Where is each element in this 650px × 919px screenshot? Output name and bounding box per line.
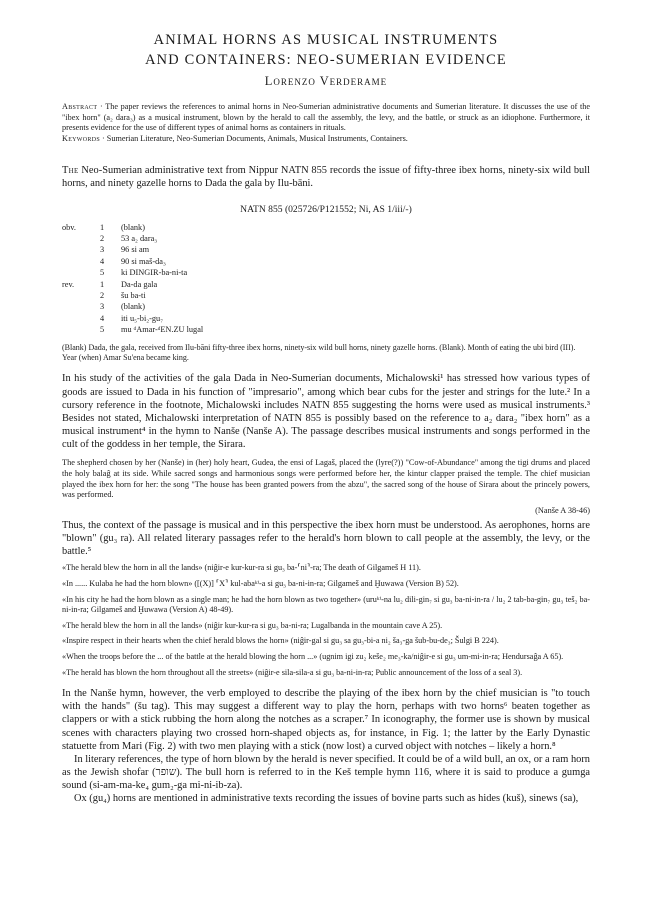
citation-item: «The herald blew the horn in all the lands» (niĝir-e kur-kur-ra si gu₃ ba-⸢ni⸣-ra; The death of Gilgameš H 11).: [62, 563, 421, 573]
tablet-title: NATN 855 (025726/P121552; Ni, AS 1/iii/-): [240, 203, 412, 215]
tablet-num: 5: [100, 325, 105, 335]
tablet-side: [62, 244, 100, 255]
tablet-line: (blank): [121, 302, 145, 312]
body-paragraph-4: In literary references, the type of horn blown by the herald is never specified. It could be of a wild bull, an ox, or a ram horn as the Jewish shofar (שופר). The bull horn is referred to in the Keš temple hymn 116, where it is said to produce a gumga sound (si-am-ma-ke₄ gum₂-ga mi-ni-ib-za).: [62, 753, 591, 791]
tablet-line: Da-da gala: [121, 279, 158, 289]
tablet-line: [62, 279, 590, 290]
body-paragraph-2: Thus, the context of the passage is musical and in this perspective the ibex horn must be understood. As aerophones, horns are "blown" (gu₃ ra). All related literary passages refer to the herald's horn blown to call people at the assembly, the levy, or the battle.⁵: [62, 520, 590, 558]
tablet-num: 3: [100, 245, 105, 255]
abstract: [62, 102, 590, 144]
citation-item: «When the troops before the ... of the battle at the herald blowing the horn ...» (ugnim igi zu₂ keše₂ me₃-ka/niĝir-e si gu₃ um-mi-in-ra; Hendursaĝa A 65).: [62, 652, 564, 662]
tablet-num: 2: [100, 233, 105, 243]
tablet-side: [62, 267, 100, 278]
quote-source: (Nanše A 38-46): [535, 506, 590, 516]
abstract-label: Abstract: [62, 102, 98, 111]
paper-page: [62, 30, 590, 805]
tablet-num: 4: [100, 256, 105, 266]
title-line-2: AND CONTAINERS: NEO-SUMERIAN EVIDENCE: [145, 52, 507, 68]
tablet-line: [62, 256, 590, 267]
tablet-line: iti u₅-bi₂-gu₇: [121, 313, 164, 323]
tablet-num: 2: [100, 291, 105, 300]
citation-item: «The herald has blown the horn throughout all the streets» (niĝir-e sila-sila-a si gu₃ ba-ni-in-ra; Public announcement of the loss of a seal 3).: [62, 667, 523, 677]
tablet-side: [62, 233, 100, 244]
tablet-line: [62, 222, 590, 233]
tablet-num: 1: [100, 279, 105, 289]
tablet-line: [62, 324, 590, 335]
tablet-side: [62, 301, 100, 312]
intro-paragraph: [62, 164, 590, 190]
tablet-line: (blank): [121, 222, 145, 232]
tablet-side: [62, 256, 100, 267]
tablet-side: rev.: [62, 279, 75, 289]
block-quote: The shepherd chosen by her (Nanše) in (her) holy heart, Gudea, the ensi of Lagaš, placed the (lyre(?)) "Cow-of-Abundance" among the tigi drums and placed the holy balaĝ at its side. While sacred songs and harmonious songs were performed before her, the kintur clapper praised the temple. The chief musician played the ibex horn for her: the song "The house has been granted powers from the abzu", the sacred song of the house of Sirara about the princely powers, was performed.: [62, 458, 590, 500]
paper-title: [62, 30, 590, 70]
tablet-side: [62, 324, 100, 335]
intro-text: Neo-Sumerian administrative text from Nippur NATN 855 records the issue of fifty-three ibex horns, ninety-six wild bull horns, and ninety gazelle horns to Dada the gala by Ilu-bāni.: [62, 165, 590, 190]
tablet-line: šu ba-ti: [121, 291, 146, 300]
tablet-side: obv.: [62, 222, 76, 232]
tablet-line: 96 si am: [121, 245, 150, 255]
keywords-text: · Sumerian Literature, Neo-Sumerian Documents, Animals, Musical Instruments, Containers.: [99, 133, 408, 143]
tablet-line: 53 a₂ dara₃: [121, 233, 158, 243]
tablet-line: mu ᵈAmar-ᵈEN.ZU lugal: [121, 325, 204, 335]
tablet-num: 4: [100, 313, 105, 323]
body-paragraph-1: In his study of the activities of the gala Dada in Neo-Sumerian documents, Michalowski¹ has stressed how various types of goods are issued to Dada in his function of "impresario", among which bear cubs for the jester and strings for the lute.² In a cursory reference in the footnote, Michalowski includes NATN 855 suggesting the horns were used as musical instruments.³ Besides not stated, Michalowski interpretation of NATN 855 is possibly based on the reference to a₂ dara₂ "ibex horn" as a musical instrument⁴ in the hymn to Nanše (Nanše A). The passage describes musical instruments and songs performed in the cult of the goddess in her temple, the Sirara.: [62, 373, 590, 450]
citation-item: «In ...... Kulaba he had the horn blown» ([(X)] ⸢X⸣ kul-abaᵏⁱ-a si gu₃ ba-ni-in-ra; Gilgameš and Ḫuwawa (Version B) 52).: [62, 579, 459, 589]
tablet-line: [62, 233, 590, 244]
tablet-side: [62, 313, 100, 324]
tablet-line: [62, 267, 590, 278]
tablet-line: [62, 301, 590, 312]
abstract-text: · The paper reviews the references to animal horns in Neo-Sumerian administrative documents and Sumerian literature. It discusses the use of the "ibex horn" (a₂ dara₃) as a musical instrument, blown by the herald to call the assembly, the levy, and the battle, or struck as an idiophone. Furthermore, it presents evidence for the use of different types of animal horns as containers in rituals.: [62, 102, 590, 133]
body-paragraph-3: In the Nanše hymn, however, the verb employed to describe the playing of the ibex horn by the chief musician is "to touch with the hands" (šu tag). This may suggest a different way to play the horn, perhaps with two horns⁶ beaten together as clappers or with a stick rubbing the horn along the notches as a scraper.⁷ In iconography, the former use is shown by musical scenes with characters playing two crossed horn-shaped objects as, for instance, in Fig. 1; the latter by the Early Dynastic statuette from Mari (Fig. 2) with two men playing with a stick (now lost) a curved object with notches – likely a horn.⁸: [62, 688, 590, 752]
body-paragraph-5: Ox (gu₄) horns are mentioned in administrative texts recording the issues of bovine parts such as hides (kuš), sinews (sa),: [74, 792, 579, 804]
citation-item: «In his city he had the horn blown as a single man; he had the horn blown as two together» (uruᵏⁱ-na lu₂ dili-gin₇ si gu₃ ba-ni-in-ra / lu₂ 2 tab-ba-gin₇ gu₃ teš₂ ba-ni-in-ra; Gilgameš and Ḫuwawa (Version A) 48-49).: [62, 594, 590, 615]
tablet-line: [62, 244, 590, 255]
tablet-line: [62, 313, 590, 324]
citation-list: [62, 563, 590, 678]
tablet-side: [62, 290, 100, 301]
tablet-num: 5: [100, 268, 105, 278]
intro-lead: The: [62, 165, 79, 177]
tablet-translation: (Blank) Dada, the gala, received from Ilu-bāni fifty-three ibex horns, ninety-six wild bull horns, ninety gazelle horns. (Blank). Month of eating the ubi bird (III). Year (when) Amar Su'ena became king.: [62, 342, 576, 363]
citation-item: «The herald blew the horn in all the lands» (niĝir kur-kur-ra si gu₃ ba-ni-ra; Lugalbanda in the mountain cave A 25).: [62, 620, 443, 630]
keywords-label: Keywords: [62, 133, 100, 143]
author-name: Lorenzo Verderame: [264, 74, 388, 88]
tablet-line: 90 si maš-da₃: [121, 256, 166, 266]
tablet-transliteration: [62, 222, 590, 336]
title-line-1: ANIMAL HORNS AS MUSICAL INSTRUMENTS: [153, 32, 499, 48]
tablet-num: 1: [100, 222, 105, 232]
tablet-line: ki DINGIR-ba-ni-ta: [121, 268, 188, 278]
citation-item: «Inspire respect in their hearts when the chief herald blows the horn» (niĝir-gal si gu₃ sa gu₃-bi-a ni₂ ša₃-ga šub-bu-de₃; Šulgi B 224).: [62, 636, 499, 646]
tablet-line: [62, 290, 590, 301]
tablet-num: 3: [100, 302, 105, 312]
